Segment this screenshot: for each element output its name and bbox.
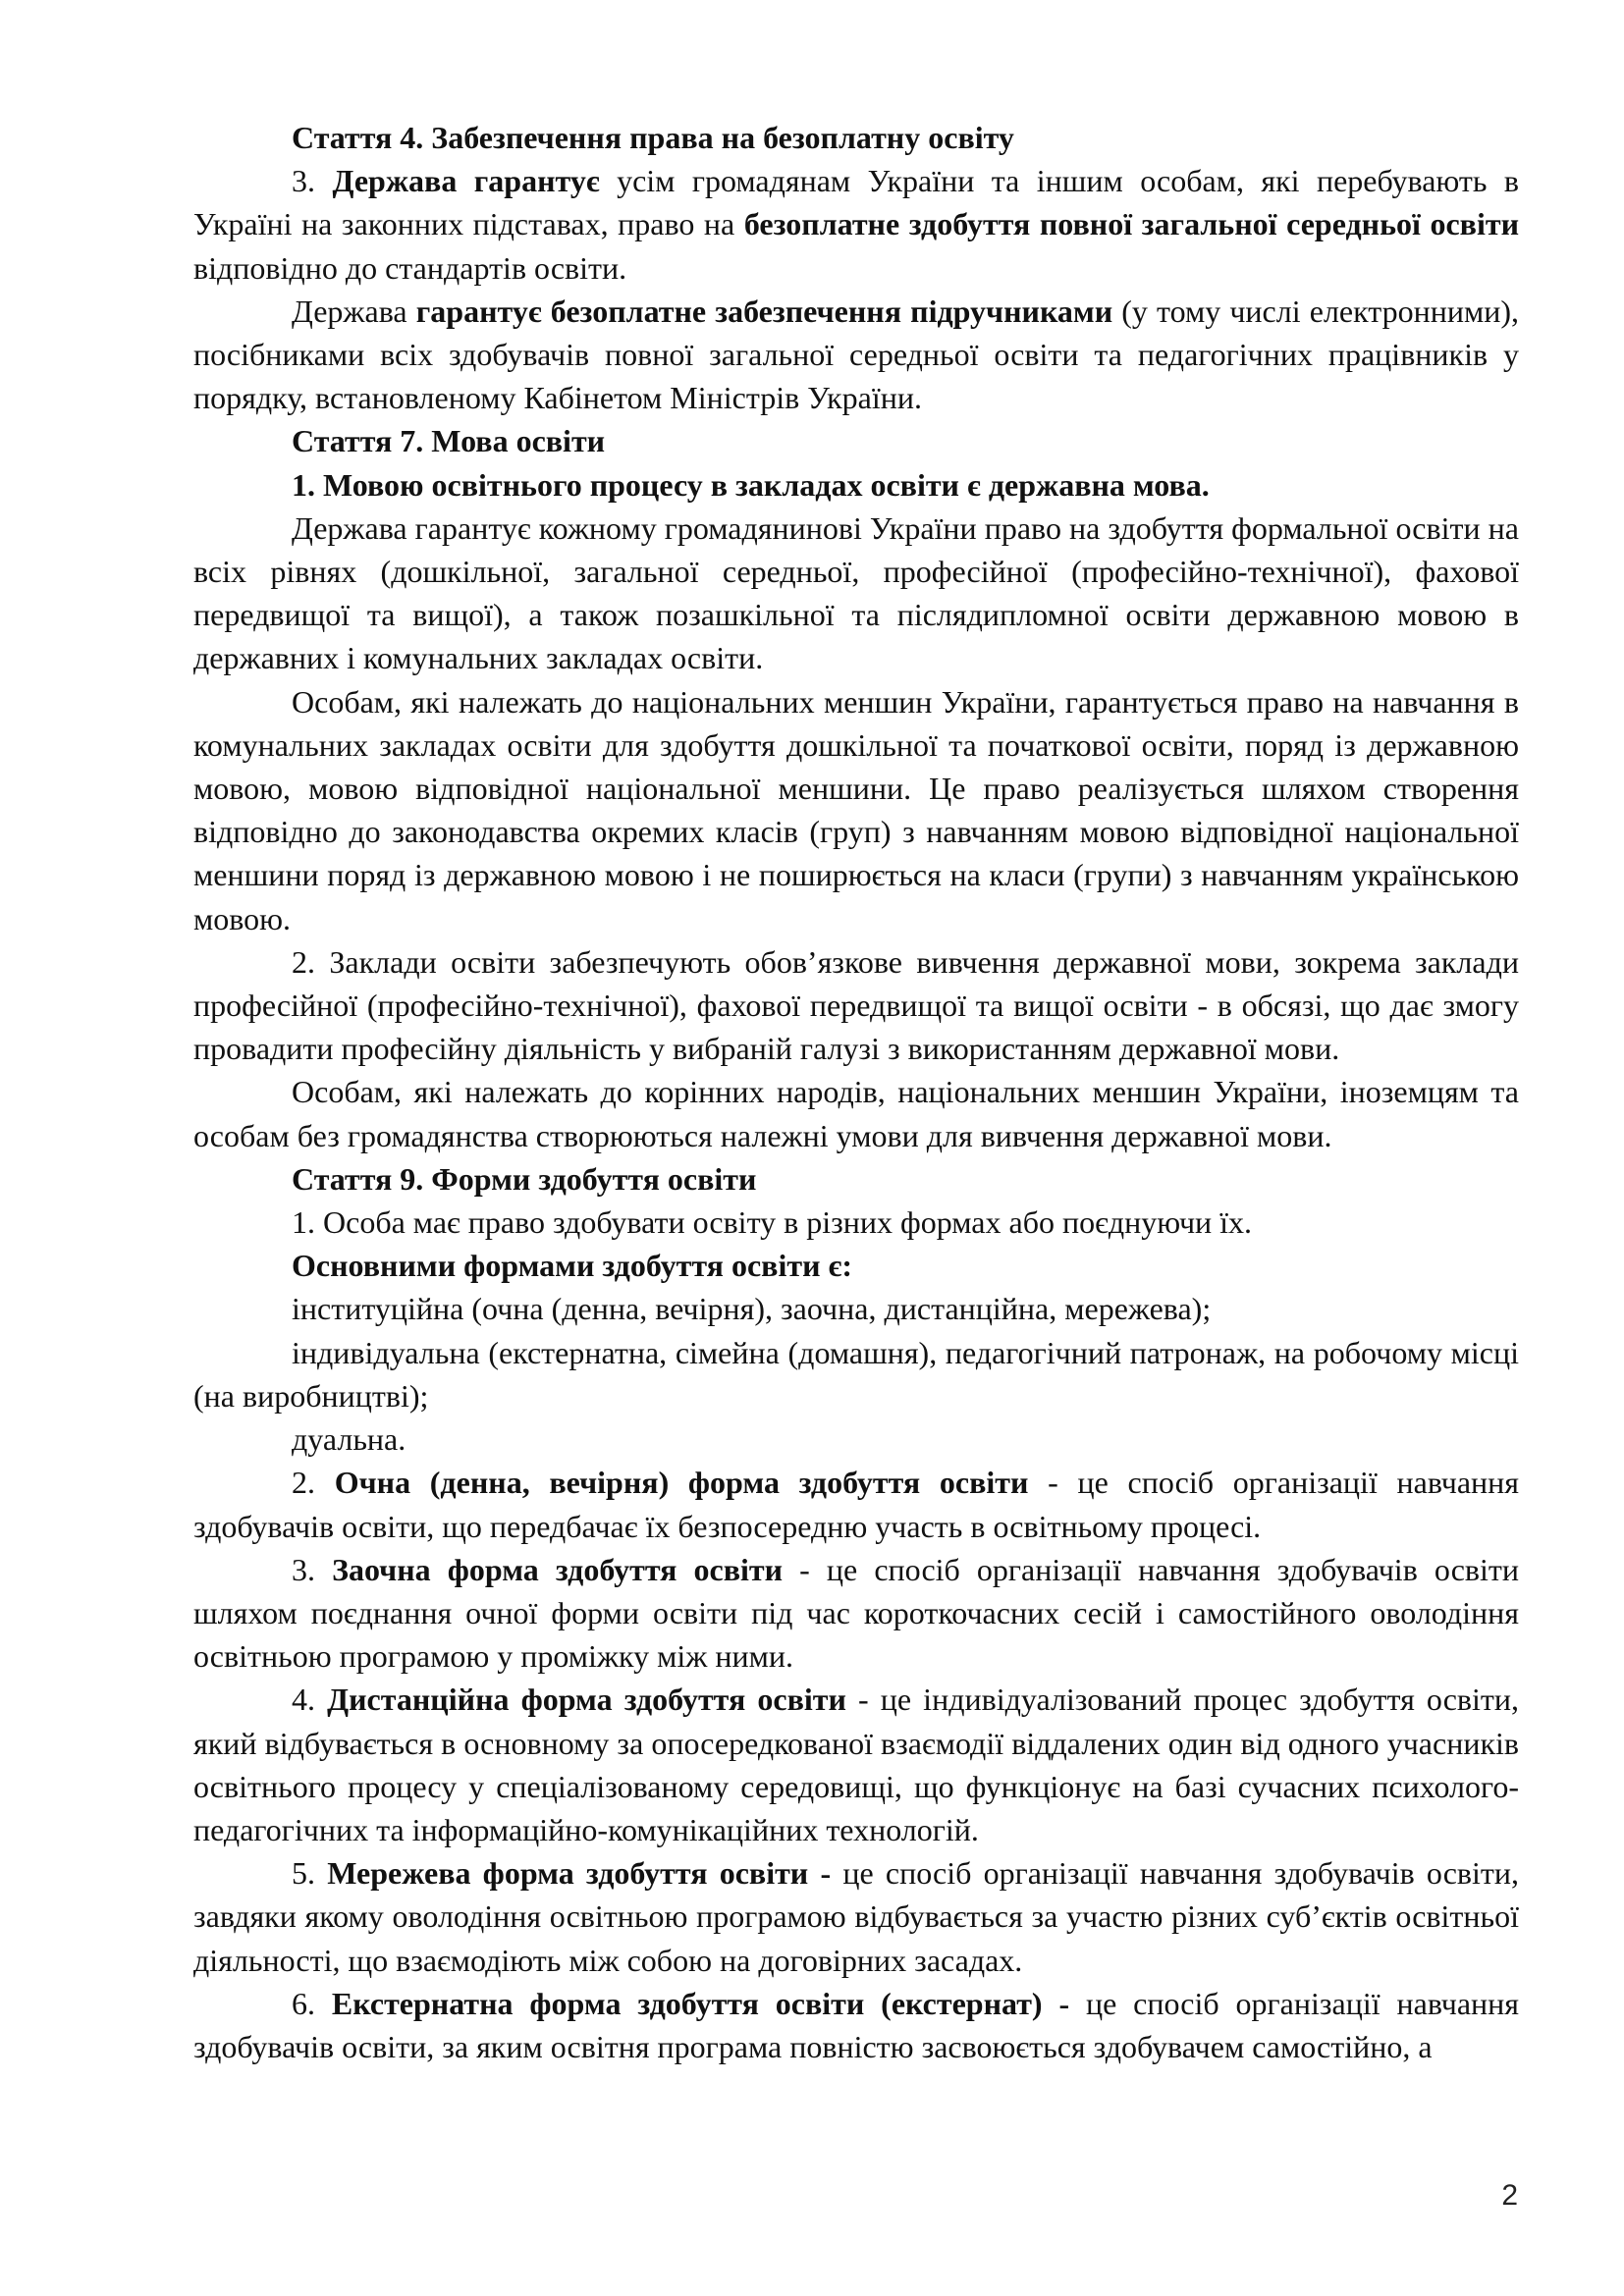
article-7-paragraph-3: 2. Заклади освіти забезпечують обов’язкове вивчення державної мови, зокрема заклади професійної (професійно-технічної), фахової передвищої та вищої освіти - в обсязі, що дає змогу провадити професійну діяльність у вибраній галузі з використанням державної мови. [193,943,1519,1067]
article-9-paragraph-5: 5. Мережева форма здобуття освіти - це спосіб організації навчання здобувачів освіти, завдяки якому оволодіння освітньою програмою відбувається за участю різних суб’єктів освітньої діяльності, що взаємодіють між собою на договірних засадах. [193,1855,1520,1978]
article-4-heading: Стаття 4. Забезпечення права на безоплатну освіту [292,120,1014,155]
article-7-paragraph-2: Особам, які належать до національних меншин України, гарантується право на навчання в комунальних закладах освіти для здобуття дошкільної та початкової освіти, поряд із державною мовою, мовою відповідної національної меншини. Це право реалізується шляхом створення відповідно до законодавства окремих класів (груп) з навчанням мовою відповідної національної меншини поряд із державною мовою і не поширюється на класи (групи) з навчанням українською мовою. [193,683,1519,936]
article-9-paragraph-1: 1. Особа має право здобувати освіту в різних формах або поєднуючи їх. [292,1204,1253,1241]
article-4-paragraph-2: Держава гарантує безоплатне забезпечення підручниками (у тому числі електронними), посібниками всіх здобувачів повної загальної середньої освіти та педагогічних працівників у порядку, встановленому Кабінетом Міністрів України. [193,293,1520,416]
form-individual: індивідуальна (екстернатна, сімейна (домашня), педагогічний патронаж, на робочому місці (на виробництві); [193,1334,1519,1414]
form-dual: дуальна. [292,1421,406,1458]
article-9-heading: Стаття 9. Форми здобуття освіти [292,1160,757,1197]
page-number: 2 [1501,2179,1518,2212]
article-9-forms-heading: Основними формами здобуття освіти є: [292,1248,852,1284]
article-9-paragraph-4: 4. Дистанційна форма здобуття освіти - це індивідуалізований процес здобуття освіти, який відбувається в основному за опосередкованої взаємодії віддалених один від одного учасників освітнього процесу у спеціалізованому середовищі, що функціонує на базі сучасних психолого-педагогічних та інформаційно-комунікаційних технологій. [193,1682,1520,1847]
article-7-heading: Стаття 7. Мова освіти [292,423,606,459]
article-9-paragraph-3: 3. Заочна форма здобуття освіти - це спосіб організації навчання здобувачів освіти шляхом поєднання очної форми освіти під час короткочасних сесій і самостійного оволодіння освітньою програмою у проміжку між ними. [193,1551,1519,1675]
article-7-subheading: 1. Мовою освітнього процесу в закладах освіти є державна мова. [292,466,1210,503]
article-7-paragraph-4: Особам, які належать до корінних народів, національних меншин України, іноземцям та особам без громадянства створюються належні умови для вивчення державної мови. [193,1074,1519,1153]
document-body [193,116,1519,2068]
article-7-paragraph-1: Держава гарантує кожному громадянинові України право на здобуття формальної освіти на всіх рівнях (дошкільної, загальної середньої, професійної (професійно-технічної), фахової передвищої та вищої), а також позашкільної та післядипломної освіти державною мовою в державних і комунальних закладах освіти. [193,509,1519,676]
form-institutional: інституційна (очна (денна, вечірня), заочна, дистанційна, мережева); [292,1291,1212,1327]
article-4-paragraph-1: 3. Держава гарантує усім громадянам України та іншим особам, які перебувають в Україні на законних підставах, право на безоплатне здобуття повної загальної середньої освіти відповідно до стандартів освіти. [193,163,1520,286]
article-9-paragraph-2: 2. Очна (денна, вечірня) форма здобуття освіти - це спосіб організації навчання здобувачів освіти, що передбачає їх безпосередню участь в освітньому процесі. [193,1465,1520,1544]
article-9-paragraph-6: 6. Екстернатна форма здобуття освіти (екстернат) - це спосіб організації навчання здобувачів освіти, за яким освітня програма повністю засвоюється здобувачем самостійно, а [193,1985,1520,2064]
